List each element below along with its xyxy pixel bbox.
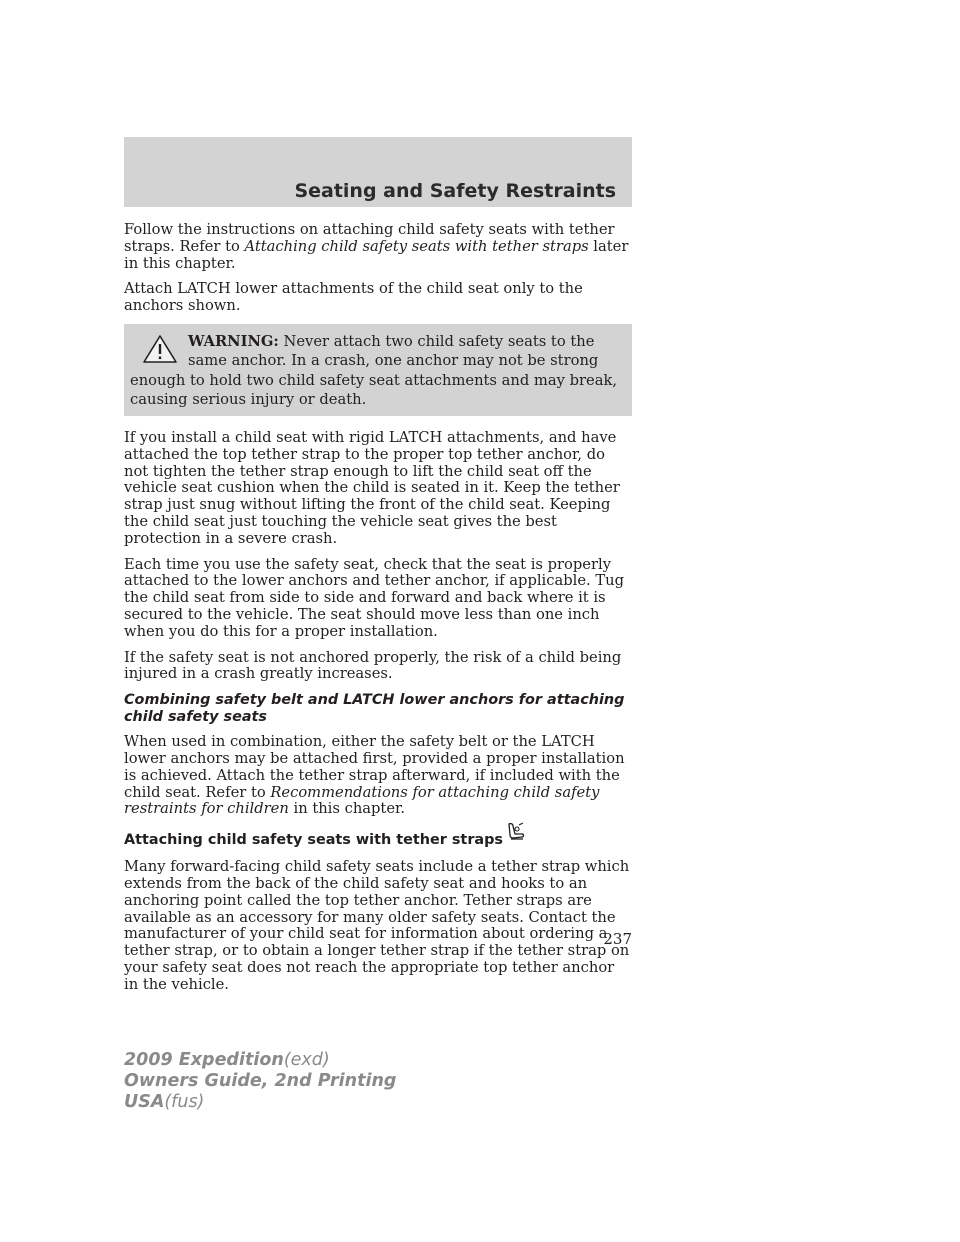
subheading-text: Attaching child safety seats with tether straps xyxy=(124,832,503,849)
paragraph-tether-instructions xyxy=(124,222,632,272)
section-header-band xyxy=(124,137,632,207)
paragraph-combination xyxy=(124,734,632,818)
footer-market: USA xyxy=(124,1092,165,1112)
subheading-tether-straps xyxy=(124,827,632,849)
page-content xyxy=(124,222,632,1003)
footer-line-2: Owners Guide, 2nd Printing xyxy=(124,1071,397,1091)
paragraph-text: in this chapter. xyxy=(288,800,406,818)
footer-market-code: (fus) xyxy=(164,1092,205,1112)
paragraph-rigid-latch: If you install a child seat with rigid LATCH attachments, and have attached the top tether strap to the proper top tether anchor, do not tighten the tether strap enough to lift the child seat off the vehicle seat cushion when the child is seated in it. Keep the tether strap just snug without lifting the front of the child seat. Keeping the child seat just touching the vehicle seat gives the best protection in a severe crash. xyxy=(124,428,620,547)
footer-model-code: (exd) xyxy=(283,1050,330,1070)
paragraph-latch-anchors: Attach LATCH lower attachments of the child seat only to the anchors shown. xyxy=(124,280,583,315)
cross-reference: Attaching child safety seats with tether straps xyxy=(244,237,589,255)
footer-line-3 xyxy=(124,1092,396,1113)
footer-model: 2009 Expedition xyxy=(124,1050,284,1070)
warning-triangle-icon xyxy=(142,334,178,364)
paragraph-tether-description: Many forward-facing child safety seats include a tether strap which extends from the back of the child safety seat and hooks to an anchoring point called the top tether anchor. Tether straps are available as an accessory for many older safety seats. Contact the manufacturer of your child seat for information about ordering a tether strap, or to obtain a longer tether strap if the tether strap on your safety seat does not reach the appropriate top tether anchor in the vehicle. xyxy=(124,858,630,993)
section-title: Seating and Safety Restraints xyxy=(294,180,616,202)
warning-text: Never attach two child safety seats to the same anchor. In a crash, one anchor may not be strong enough to hold two child safety seat attachments and may break, causing serious injury or death. xyxy=(130,332,618,409)
paragraph-text: When used in combination, either the safety belt or the LATCH lower anchors may be attached first, provided a proper installation is achieved. Attach the tether strap afterward, if included with the child seat. Refer to xyxy=(124,733,625,801)
document-footer xyxy=(124,1050,396,1113)
warning-box xyxy=(124,324,632,416)
child-seat-icon xyxy=(505,821,527,843)
cross-reference: Recommendations for attaching child safety restraints for children xyxy=(124,783,600,818)
paragraph-text: Follow the instructions on attaching child safety seats with tether straps. Refer to xyxy=(124,221,615,255)
page-number: 237 xyxy=(603,930,632,948)
paragraph-check-seat: Each time you use the safety seat, check that the seat is properly attached to the lower anchors and tether anchor, if applicable. Tug the child seat from side to side and forward and back where it is secured to the vehicle. The seat should move less than one inch when you do this for a proper installation. xyxy=(124,555,625,640)
footer-line-1 xyxy=(124,1050,396,1071)
paragraph-text: later in this chapter. xyxy=(124,237,629,272)
paragraph-anchor-risk: If the safety seat is not anchored properly, the risk of a child being injured in a crash greatly increases. xyxy=(124,648,622,683)
warning-label: WARNING: xyxy=(188,332,279,350)
subheading-combining: Combining safety belt and LATCH lower anchors for attaching child safety seats xyxy=(124,692,625,725)
